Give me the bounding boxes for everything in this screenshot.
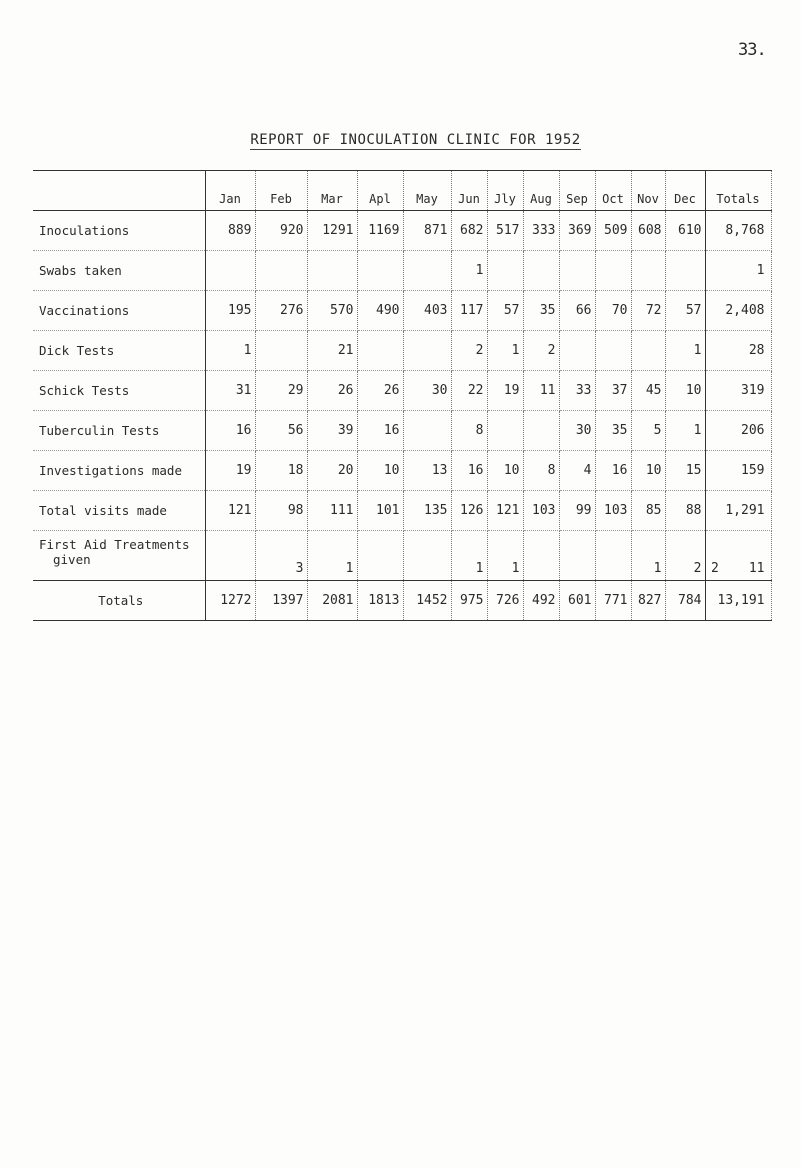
- table-cell: 33: [559, 371, 595, 411]
- table-row: [33, 211, 771, 251]
- table-row: [33, 451, 771, 491]
- table-cell: 369: [559, 211, 595, 251]
- table-cell: [523, 251, 559, 291]
- table-cell: 509: [595, 211, 631, 251]
- table-cell: 26: [357, 371, 403, 411]
- row-label-text: Schick Tests: [39, 383, 130, 398]
- table-cell: 30: [403, 371, 451, 411]
- row-total: [705, 451, 771, 491]
- table-cell: 276: [255, 291, 307, 331]
- table-cell: 16: [451, 451, 487, 491]
- table-cell: [403, 531, 451, 581]
- table-cell: 16: [595, 451, 631, 491]
- table-cell: 10: [357, 451, 403, 491]
- table-cell: [357, 251, 403, 291]
- row-total-value: 1,291: [725, 503, 765, 518]
- table-cell: 56: [255, 411, 307, 451]
- row-total-value: 2,408: [725, 303, 765, 318]
- table-row: [33, 531, 771, 581]
- row-label-text: Vaccinations: [39, 303, 130, 318]
- table-cell: 610: [665, 211, 705, 251]
- grand-total: 13,191: [705, 581, 771, 621]
- header-month: Jly: [487, 171, 523, 211]
- table-cell: [205, 251, 255, 291]
- table-cell: 31: [205, 371, 255, 411]
- totals-cell: 1272: [205, 581, 255, 621]
- header-month: Jan: [205, 171, 255, 211]
- row-label-text-line2: given: [53, 552, 91, 567]
- table-cell: 66: [559, 291, 595, 331]
- table-cell: 10: [665, 371, 705, 411]
- table-cell: 111: [307, 491, 357, 531]
- table-cell: 10: [487, 451, 523, 491]
- table-cell: 608: [631, 211, 665, 251]
- row-total: [705, 411, 771, 451]
- header-month: Dec: [665, 171, 705, 211]
- totals-cell: 975: [451, 581, 487, 621]
- row-total-value: 319: [741, 383, 765, 398]
- table-cell: [559, 531, 595, 581]
- row-total: [705, 371, 771, 411]
- header-month: Aug: [523, 171, 559, 211]
- totals-cell: 827: [631, 581, 665, 621]
- table-cell: [595, 251, 631, 291]
- table-cell: 16: [357, 411, 403, 451]
- row-label-text: Investigations made: [39, 463, 182, 478]
- table-cell: [523, 411, 559, 451]
- table-cell: [523, 531, 559, 581]
- totals-cell: 726: [487, 581, 523, 621]
- totals-cell: 2081: [307, 581, 357, 621]
- table-cell: 121: [205, 491, 255, 531]
- table-cell: 39: [307, 411, 357, 451]
- totals-cell: 1813: [357, 581, 403, 621]
- header-month: Feb: [255, 171, 307, 211]
- row-total: [705, 211, 771, 251]
- table-cell: 19: [205, 451, 255, 491]
- row-total: [705, 491, 771, 531]
- table-cell: 45: [631, 371, 665, 411]
- table-cell: 37: [595, 371, 631, 411]
- table-cell: 98: [255, 491, 307, 531]
- row-label: [33, 211, 205, 251]
- table-cell: 2: [451, 331, 487, 371]
- row-label-text: Total visits made: [39, 503, 167, 518]
- table-row: [33, 371, 771, 411]
- totals-row: [33, 581, 771, 621]
- table-cell: 1291: [307, 211, 357, 251]
- table-cell: [595, 331, 631, 371]
- header-month: Sep: [559, 171, 595, 211]
- table-cell: 1: [307, 531, 357, 581]
- table-row: [33, 291, 771, 331]
- header-month: Nov: [631, 171, 665, 211]
- row-total-value: 159: [741, 463, 765, 478]
- table-body: [33, 211, 771, 621]
- row-label-text: Tuberculin Tests: [39, 423, 160, 438]
- report-title-text: REPORT OF INOCULATION CLINIC FOR 1952: [250, 132, 581, 148]
- totals-cell: 771: [595, 581, 631, 621]
- table-row: [33, 491, 771, 531]
- table-cell: 10: [631, 451, 665, 491]
- row-total: [705, 331, 771, 371]
- row-label: [33, 451, 205, 491]
- table-cell: [403, 331, 451, 371]
- table-cell: 682: [451, 211, 487, 251]
- table-cell: 99: [559, 491, 595, 531]
- table-cell: 2: [665, 531, 705, 581]
- table-cell: [357, 331, 403, 371]
- table-cell: [403, 251, 451, 291]
- table-cell: 517: [487, 211, 523, 251]
- table-header-row: [33, 171, 771, 211]
- row-label: [33, 331, 205, 371]
- row-total-value: 28: [748, 343, 765, 358]
- totals-cell: 1452: [403, 581, 451, 621]
- row-total: [705, 251, 771, 291]
- row-label: [33, 491, 205, 531]
- table-cell: 8: [523, 451, 559, 491]
- table-cell: 889: [205, 211, 255, 251]
- totals-cell: 601: [559, 581, 595, 621]
- table-cell: 88: [665, 491, 705, 531]
- table-cell: 70: [595, 291, 631, 331]
- table-cell: 117: [451, 291, 487, 331]
- table-cell: [559, 331, 595, 371]
- row-total-value: 1: [756, 263, 765, 278]
- page-number: 33.: [738, 40, 766, 60]
- table-cell: 2: [523, 331, 559, 371]
- row-label: [33, 531, 205, 581]
- header-totals: Totals: [705, 171, 771, 211]
- table-cell: 11: [523, 371, 559, 411]
- row-label-text: Swabs taken: [39, 263, 122, 278]
- row-label: [33, 251, 205, 291]
- row-total: [705, 531, 771, 581]
- row-label: [33, 371, 205, 411]
- table-cell: 1: [665, 331, 705, 371]
- table-cell: 35: [595, 411, 631, 451]
- table-cell: 1: [665, 411, 705, 451]
- table-cell: [665, 251, 705, 291]
- table-cell: 1: [205, 331, 255, 371]
- totals-cell: 1397: [255, 581, 307, 621]
- table-row: [33, 251, 771, 291]
- header-month: May: [403, 171, 451, 211]
- table-cell: 35: [523, 291, 559, 331]
- report-title: [0, 132, 801, 150]
- table-cell: 333: [523, 211, 559, 251]
- table-cell: 103: [523, 491, 559, 531]
- table-cell: 920: [255, 211, 307, 251]
- table-cell: 85: [631, 491, 665, 531]
- table-row: [33, 331, 771, 371]
- table-cell: 30: [559, 411, 595, 451]
- header-month: Oct: [595, 171, 631, 211]
- table-cell: [631, 251, 665, 291]
- table-cell: 15: [665, 451, 705, 491]
- totals-cell: 784: [665, 581, 705, 621]
- table-cell: 1: [487, 331, 523, 371]
- header-month: Mar: [307, 171, 357, 211]
- table-row: [33, 411, 771, 451]
- table-cell: 72: [631, 291, 665, 331]
- table-cell: 8: [451, 411, 487, 451]
- table-cell: [205, 531, 255, 581]
- row-label-text: Dick Tests: [39, 343, 115, 358]
- table-cell: 29: [255, 371, 307, 411]
- table-cell: 57: [665, 291, 705, 331]
- row-label-text: First Aid Treatments: [39, 537, 190, 552]
- table-cell: 101: [357, 491, 403, 531]
- table-cell: [307, 251, 357, 291]
- table-cell: 3: [255, 531, 307, 581]
- header-month: Jun: [451, 171, 487, 211]
- table-cell: [403, 411, 451, 451]
- row-total: [705, 291, 771, 331]
- table-cell: 103: [595, 491, 631, 531]
- table-cell: [255, 331, 307, 371]
- table-cell: 21: [307, 331, 357, 371]
- table-cell: [357, 531, 403, 581]
- table-cell: 57: [487, 291, 523, 331]
- row-extra-value: 2: [711, 561, 719, 576]
- table-cell: [631, 331, 665, 371]
- table-cell: 4: [559, 451, 595, 491]
- row-label: [33, 411, 205, 451]
- table-cell: 13: [403, 451, 451, 491]
- table-cell: 871: [403, 211, 451, 251]
- row-total-value: 8,768: [725, 223, 765, 238]
- table-cell: 20: [307, 451, 357, 491]
- table-cell: 135: [403, 491, 451, 531]
- inoculation-report-table: [33, 170, 772, 621]
- totals-row-label: Totals: [33, 581, 205, 621]
- table-cell: 26: [307, 371, 357, 411]
- row-total-value: 11: [748, 561, 765, 576]
- totals-cell: 492: [523, 581, 559, 621]
- table-cell: 1: [451, 531, 487, 581]
- table-cell: 490: [357, 291, 403, 331]
- header-month: Apl: [357, 171, 403, 211]
- table-cell: 1: [631, 531, 665, 581]
- table-cell: 1169: [357, 211, 403, 251]
- table-cell: [487, 251, 523, 291]
- table-cell: 1: [451, 251, 487, 291]
- table-cell: 19: [487, 371, 523, 411]
- table-cell: [595, 531, 631, 581]
- table-cell: 5: [631, 411, 665, 451]
- row-label-text: Inoculations: [39, 223, 130, 238]
- table-cell: 570: [307, 291, 357, 331]
- header-corner: [33, 171, 205, 211]
- table-cell: 195: [205, 291, 255, 331]
- table-cell: 22: [451, 371, 487, 411]
- table-cell: 1: [487, 531, 523, 581]
- table-cell: 403: [403, 291, 451, 331]
- row-label: [33, 291, 205, 331]
- table-cell: [255, 251, 307, 291]
- table-cell: [559, 251, 595, 291]
- table-cell: 126: [451, 491, 487, 531]
- row-total-value: 206: [741, 423, 765, 438]
- table-cell: 16: [205, 411, 255, 451]
- table-cell: 18: [255, 451, 307, 491]
- table-cell: [487, 411, 523, 451]
- table-cell: 121: [487, 491, 523, 531]
